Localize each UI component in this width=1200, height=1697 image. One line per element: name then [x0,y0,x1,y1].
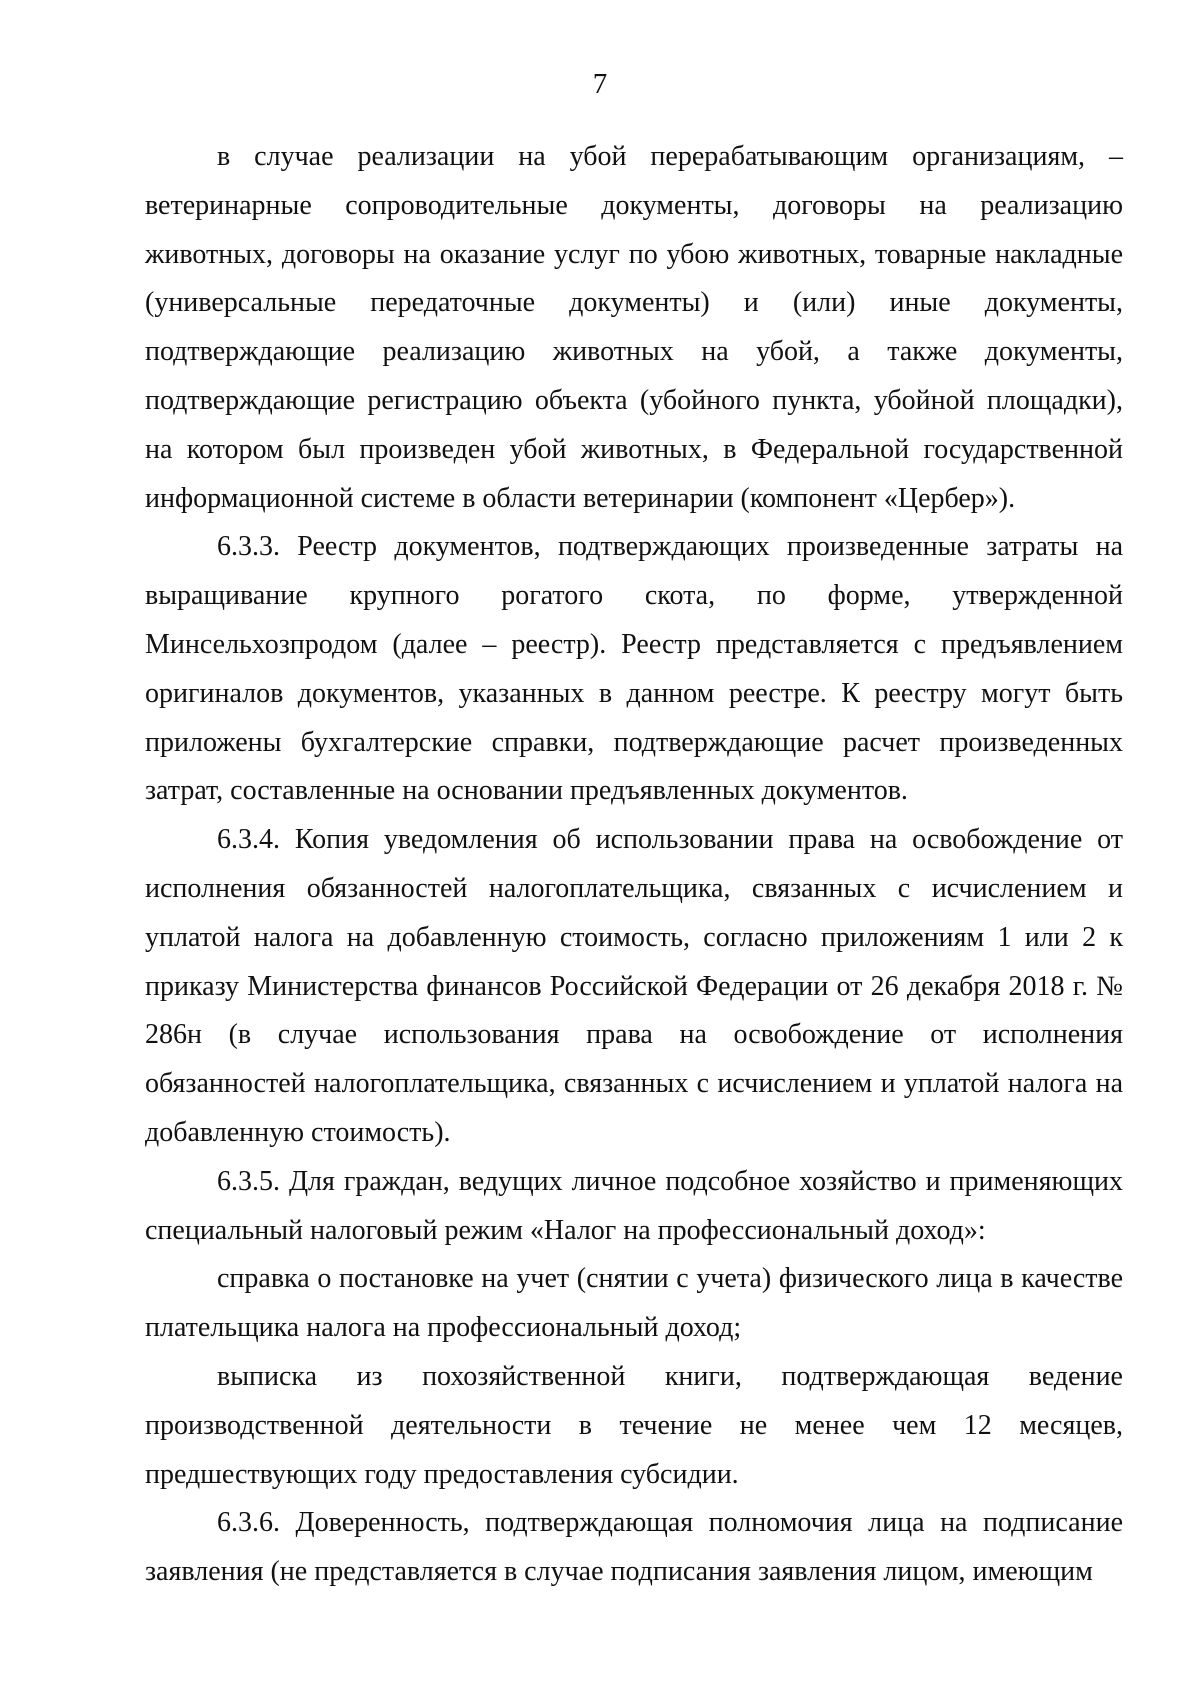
paragraph-6-3-4: 6.3.4. Копия уведомления об использовании права на освобождение от исполнения обязанностей налогоплательщика, связанных с исчислением и уплатой налога на добавленную стоимость, согласно приложениям 1 или 2 к приказу Министерства финансов Российской Федерации от 26 декабря 2018 г. № 286н (в случае использования права на освобождение от исполнения обязанностей налогоплательщика, связанных с исчислением и уплатой налога на добавленную стоимость). [145,824,1123,1148]
paragraph-6-3-5: 6.3.5. Для граждан, ведущих личное подсобное хозяйство и применяющих специальный налоговый режим «Налог на профессиональный доход»: [145,1165,1123,1246]
paragraph-household-book-extract: выписка из похозяйственной книги, подтверждающая ведение производственной деятельности в течение не менее чем 12 месяцев, предшествующих году предоставления субсидии. [145,1360,1123,1490]
document-body [145,133,1123,1597]
paragraph-6-3-6: 6.3.6. Доверенность, подтверждающая полномочия лица на подписание заявления (не представляется в случае подписания заявления лицом, имеющим [145,1507,1123,1588]
paragraph-6-3-3: 6.3.3. Реестр документов, подтверждающих произведенные затраты на выращивание крупного рогатого скота, по форме, утвержденной Минсельхозпродом (далее – реестр). Реестр представляется с предъявлением оригиналов документов, указанных в данном реестре. К реестру могут быть приложены бухгалтерские справки, подтверждающие расчет произведенных затрат, составленные на основании предъявленных документов. [145,531,1123,807]
page-number: 7 [592,68,608,100]
paragraph-tax-registration-certificate: справка о постановке на учет (снятии с учета) физического лица в качестве плательщика налога на профессиональный доход; [145,1263,1123,1344]
paragraph-slaughter-documents: в случае реализации на убой перерабатывающим организациям, – ветеринарные сопроводительные документы, договоры на реализацию животных, договоры на оказание услуг по убою животных, товарные накладные (универсальные передаточные документы) и (или) иные документы, подтверждающие реализацию животных на убой, а также документы, подтверждающие регистрацию объекта (убойного пункта, убойной площадки), на котором был произведен убой животных, в Федеральной государственной информационной системе в области ветеринарии (компонент «Цербер»). [145,141,1123,514]
